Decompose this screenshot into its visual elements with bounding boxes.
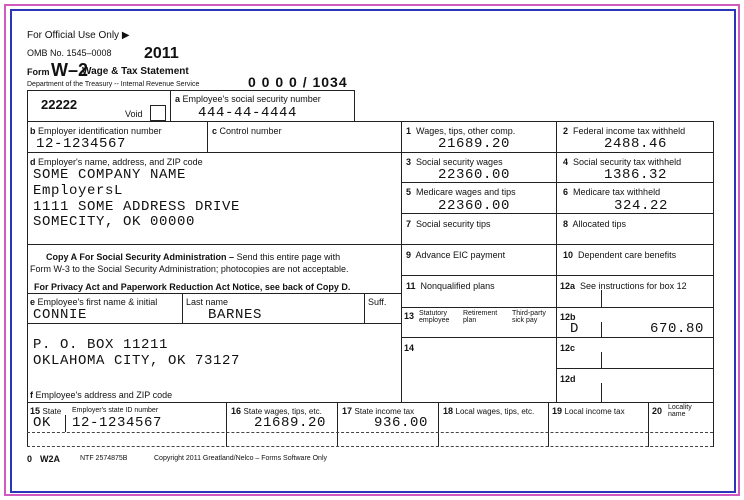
control-code: 0 0 0 0 / 1034 (248, 74, 348, 90)
box4-label (563, 157, 681, 167)
locality-name-label: Locality name (668, 404, 692, 418)
text-part: Send this entire page with (236, 252, 341, 262)
text-part: 6 (563, 187, 569, 197)
text-part: Social security tips (416, 219, 491, 229)
grid-line-vertical (27, 402, 28, 447)
grid-line-horizontal (27, 90, 354, 91)
text-part: 19 (552, 406, 563, 416)
text-part: 18 (443, 406, 454, 416)
box5-value[interactable]: 22360.00 (438, 198, 511, 214)
grid-line-vertical (648, 402, 649, 447)
void-checkbox[interactable] (150, 105, 166, 121)
grid-line-vertical (556, 121, 557, 402)
department-label: Department of the Treasury -- Internal Revenue Service (27, 81, 200, 88)
box13-number (404, 311, 414, 321)
text-part: 20 (652, 406, 663, 416)
box12b-value[interactable]: 670.80 (650, 321, 705, 337)
employer-name2-line[interactable]: EmployersL (33, 183, 124, 199)
box1-label (406, 126, 515, 136)
ein-value[interactable]: 12-1234567 (36, 136, 127, 152)
text-part: Local wages, tips, etc. (455, 407, 535, 416)
employer-address-label (30, 157, 203, 167)
box1-value[interactable]: 21689.20 (438, 136, 511, 152)
form-prefix: Form (27, 67, 50, 77)
text-part: 3 (406, 157, 412, 167)
privacy-notice: For Privacy Act and Paperwork Reduction Act Notice, see back of Copy D. (34, 282, 351, 292)
employee-address-label (30, 390, 172, 400)
text-part: See instructions for box 12 (580, 281, 687, 291)
text-part: Control number (219, 126, 282, 136)
text-part: b (30, 126, 36, 136)
text-part: Nonqualified plans (420, 281, 495, 291)
box3-value[interactable]: 22360.00 (438, 167, 511, 183)
grid-line-vertical (337, 402, 338, 447)
grid-line-horizontal (556, 368, 713, 369)
text-part: Medicare tax withheld (573, 187, 661, 197)
employee-last-name[interactable]: BARNES (208, 307, 263, 323)
text-part: Dependent care benefits (578, 250, 677, 260)
text-part: e (30, 297, 36, 307)
text-part: Social security tax withheld (573, 157, 682, 167)
text-part: Wages, tips, other comp. (416, 126, 516, 136)
state-id-value[interactable]: 12-1234567 (72, 415, 163, 431)
box9-label (406, 250, 505, 260)
employer-city-line[interactable]: SOMECITY, OK 00000 (33, 214, 196, 230)
text-part: Advance EIC payment (415, 250, 506, 260)
ssn-value[interactable]: 444-44-4444 (198, 105, 298, 121)
grid-line-vertical (182, 293, 183, 323)
box12d-label (560, 374, 576, 384)
text-part: c (212, 126, 218, 136)
box6-value[interactable]: 324.22 (614, 198, 669, 214)
text-part: 12c (560, 343, 576, 353)
box8-label (563, 219, 626, 229)
text-part: Allocated tips (572, 219, 627, 229)
employee-address-line1[interactable]: P. O. BOX 11211 (33, 337, 169, 353)
grid-line-vertical (226, 402, 227, 447)
grid-line-vertical (170, 90, 171, 121)
grid-line-vertical (65, 415, 66, 432)
box2-value[interactable]: 2488.46 (604, 136, 668, 152)
employee-first-name-label (30, 297, 157, 307)
grid-line-horizontal (401, 152, 713, 153)
grid-line-horizontal (27, 402, 401, 403)
text-part: 11 (406, 281, 416, 291)
box16-value[interactable]: 21689.20 (254, 415, 327, 431)
text-part: Employee's social security number (182, 94, 321, 104)
text-part: a (175, 94, 181, 104)
text-part: State wages, tips, etc. (243, 407, 322, 416)
text-part: Medicare wages and tips (416, 187, 516, 197)
box7-label (406, 219, 491, 229)
text-part: 4 (563, 157, 569, 167)
footer-zero: 0 (27, 454, 33, 464)
text-part: Copy A For Social Security Administration – (46, 252, 235, 262)
text-part: 9 (406, 250, 412, 260)
text-part: 17 (342, 406, 353, 416)
grid-line-horizontal (401, 307, 713, 308)
box12a-label (560, 281, 687, 291)
ssn-label (175, 94, 321, 104)
box18-label (443, 406, 534, 417)
text-part: State (42, 407, 62, 416)
text-part: 12a (560, 281, 576, 291)
state-code[interactable]: OK (33, 415, 52, 431)
grid-line-vertical (364, 293, 365, 323)
copy-a-notice-line1 (46, 252, 340, 262)
grid-line-horizontal (27, 121, 713, 122)
grid-line-vertical (601, 322, 602, 337)
footer-ntf: NTF 2574875B (80, 455, 128, 462)
box19-label (552, 406, 625, 417)
copy-a-notice-line2: Form W-3 to the Social Security Administration; photocopies are not acceptable. (30, 264, 349, 274)
text-part: 12d (560, 374, 576, 384)
grid-line-horizontal (401, 244, 713, 245)
text-part: d (30, 157, 36, 167)
grid-line-horizontal (401, 337, 713, 338)
box10-label (563, 250, 676, 260)
footer-copyright: Copyright 2011 Greatland/Nelco – Forms Software Only (154, 455, 328, 462)
employer-name-line[interactable]: SOME COMPANY NAME (33, 167, 187, 183)
grid-line-vertical (354, 90, 355, 121)
form-year: 2011 (144, 45, 179, 62)
grid-line-vertical (601, 352, 602, 368)
grid-line-horizontal (401, 402, 713, 403)
last-name-label: Last name (186, 297, 229, 307)
employer-street-line[interactable]: 1111 SOME ADDRESS DRIVE (33, 199, 241, 215)
grid-line-horizontal (27, 323, 401, 324)
form-code-22222: 22222 (41, 97, 78, 112)
box6-label (563, 187, 660, 197)
grid-line-horizontal (27, 293, 401, 294)
statutory-employee-label: Statutory employee (419, 310, 450, 324)
grid-line-vertical (401, 121, 402, 402)
box14-label (404, 343, 414, 353)
text-part: 10 (563, 250, 574, 260)
text-part: 2 (563, 126, 569, 136)
text-part: 16 (231, 406, 242, 416)
third-party-sick-pay-label: Third-party sick pay (512, 310, 546, 324)
text-part: Social security wages (416, 157, 503, 167)
text-part: 12b (560, 312, 576, 322)
void-label: Void (125, 109, 143, 119)
text-part: Employee's first name & initial (37, 297, 158, 307)
text-part: f (30, 390, 33, 400)
grid-line-vertical (27, 90, 28, 121)
box20-number (652, 406, 662, 416)
grid-line-horizontal (27, 244, 401, 245)
omb-number: OMB No. 1545–0008 (27, 48, 112, 58)
footer-form-code: W2A (40, 454, 60, 464)
control-number-label (212, 126, 282, 136)
text-part: Employer identification number (38, 126, 162, 136)
text-part: Federal income tax withheld (573, 126, 686, 136)
official-use-label: For Official Use Only ▶ (27, 30, 130, 41)
box12c-label (560, 343, 575, 353)
form-title: Wage & Tax Statement (82, 66, 189, 77)
dashed-separator (27, 432, 713, 433)
employee-first-name[interactable]: CONNIE (33, 307, 88, 323)
retirement-plan-label: Retirement plan (463, 310, 498, 324)
suffix-label: Suff. (368, 297, 387, 307)
grid-line-horizontal (27, 152, 401, 153)
text-part: 7 (406, 219, 412, 229)
text-part: 1 (406, 126, 412, 136)
employer-state-id-label: Employer's state ID number (72, 407, 159, 414)
text-part: 14 (404, 343, 415, 353)
grid-line-vertical (601, 290, 602, 307)
form-name: W–2 (51, 60, 89, 80)
grid-line-vertical (601, 383, 602, 402)
box2-label (563, 126, 685, 136)
grid-line-horizontal (401, 275, 713, 276)
box11-label (406, 281, 495, 291)
ein-label (30, 126, 162, 136)
employee-address-line2[interactable]: OKLAHOMA CITY, OK 73127 (33, 353, 241, 369)
text-part: Employer's name, address, and ZIP code (38, 157, 203, 167)
text-part: 8 (563, 219, 569, 229)
text-part: Local income tax (564, 407, 625, 416)
grid-line-vertical (27, 121, 28, 402)
text-part: Employee's address and ZIP code (35, 390, 173, 400)
box4-value[interactable]: 1386.32 (604, 167, 668, 183)
box12b-code[interactable]: D (570, 321, 580, 337)
box3-label (406, 157, 503, 167)
text-part: 5 (406, 187, 412, 197)
grid-line-vertical (438, 402, 439, 447)
grid-line-vertical (548, 402, 549, 447)
text-part: 13 (404, 311, 415, 321)
box5-label (406, 187, 516, 197)
text-part: 15 (30, 406, 41, 416)
dashed-separator (27, 446, 713, 447)
text-part: State income tax (354, 407, 415, 416)
grid-line-vertical (207, 121, 208, 152)
grid-line-vertical (713, 121, 714, 447)
box17-value[interactable]: 936.00 (374, 415, 429, 431)
